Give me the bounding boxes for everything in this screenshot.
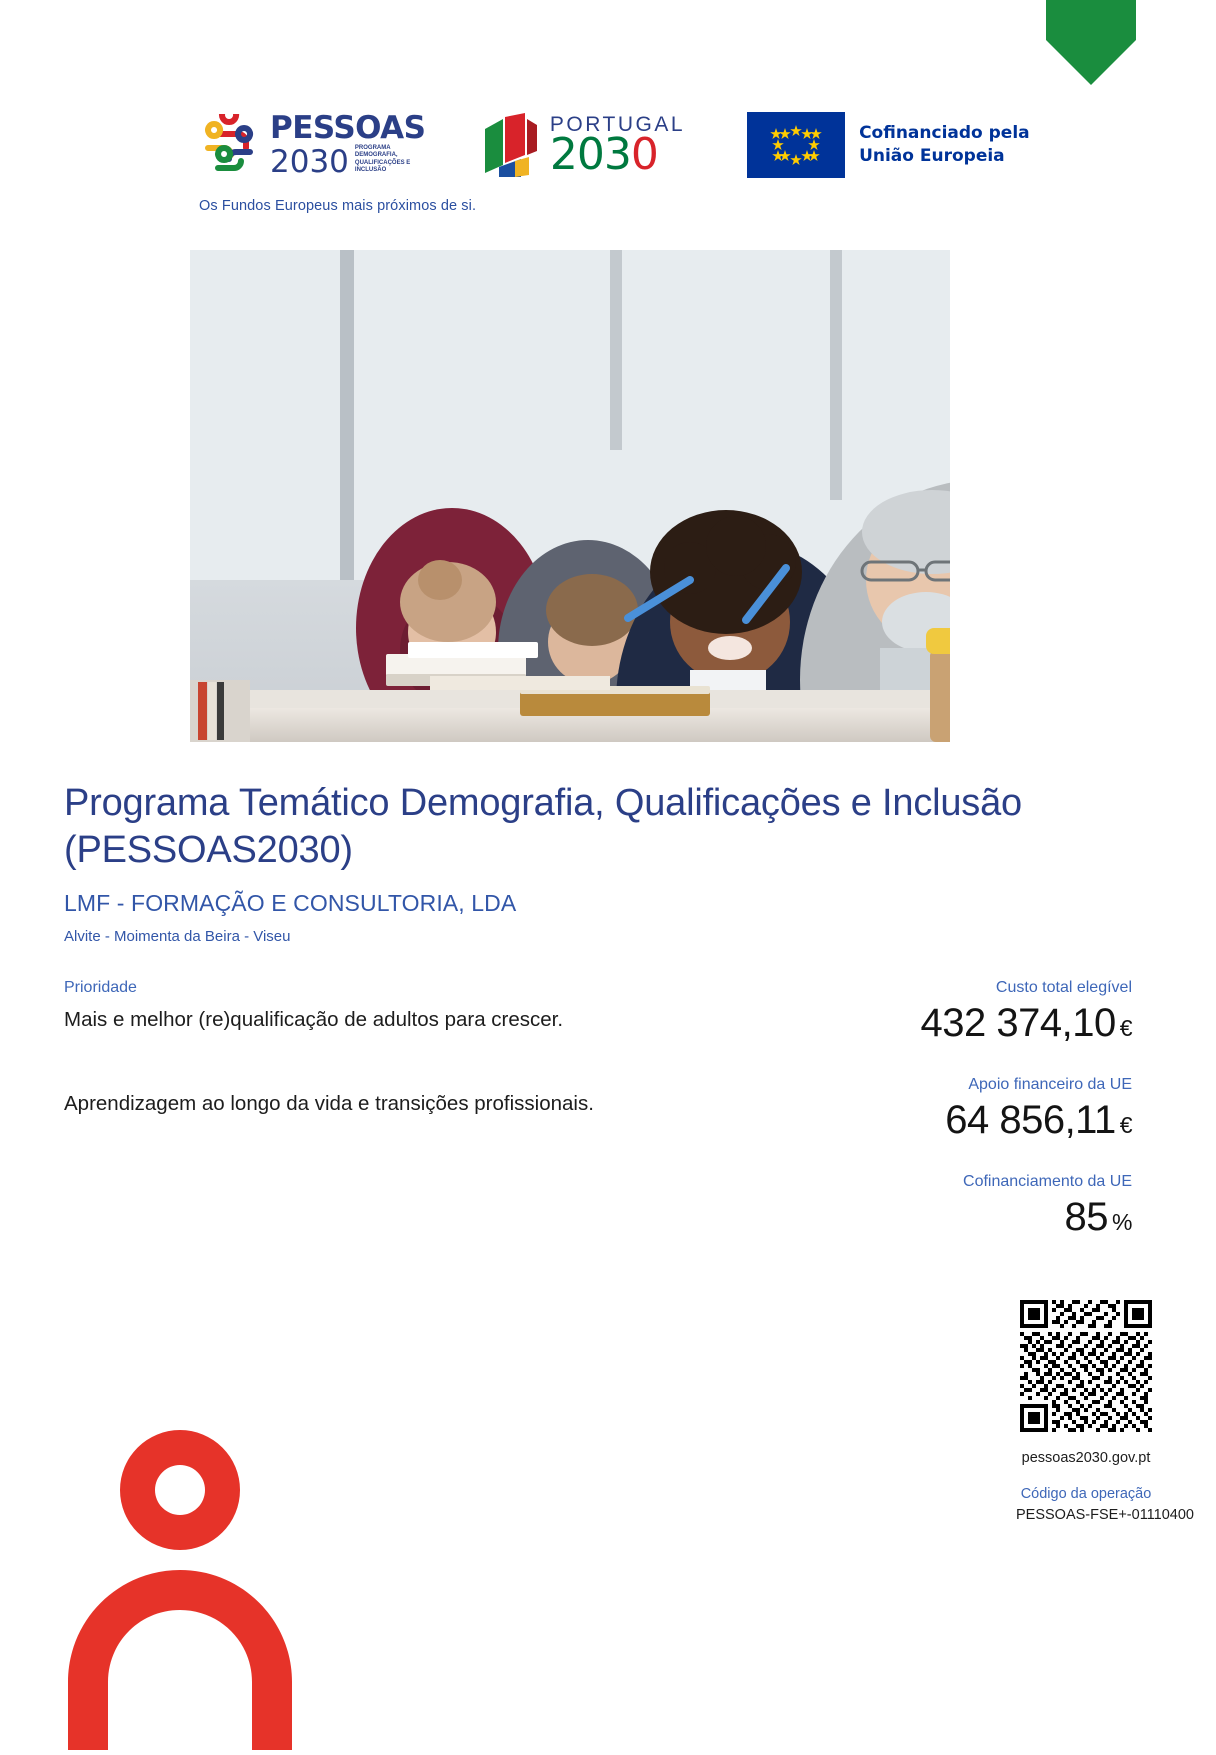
finance-label-total: Custo total elegível [995, 979, 1132, 997]
entity-name: LMF - FORMAÇÃO E CONSULTORIA, LDA [64, 890, 517, 917]
logo-bar [198, 105, 1048, 185]
portugal-year-green: 20 [549, 129, 604, 181]
finance-amount-eu-rate: 85 [1064, 1195, 1109, 1240]
finance-label-eu-support: Apoio financeiro da UE [968, 1076, 1132, 1094]
finance-value-total [724, 1001, 1132, 1046]
pessoas2030-logo [198, 110, 433, 180]
pessoas-people-mark-icon [198, 114, 260, 176]
tagline: Os Fundos Europeus mais próximos de si. [199, 198, 477, 214]
operation-code-label: Código da operação [1020, 1486, 1152, 1502]
portugal2030-logo [481, 107, 685, 183]
portugal-flag-mark-icon [481, 111, 543, 179]
finance-unit-total: € [1119, 1015, 1132, 1042]
priority-label: Prioridade [64, 979, 137, 997]
portugal-wordmark: PORTUGAL [549, 113, 686, 137]
qr-code-icon[interactable] [1020, 1300, 1152, 1432]
pessoas-subtitle: PROGRAMA DEMOGRAFIA, QUALIFICAÇÕES E INCLUSÃO [354, 144, 411, 173]
operation-code-value: PESSOAS-FSE+-01110400 [1016, 1507, 1194, 1523]
eu-text-line2: União Europeia [859, 146, 1005, 166]
classroom-photo [190, 250, 950, 742]
eu-flag-icon [747, 112, 845, 178]
priority-text: Mais e melhor (re)qualificação de adultos para crescer. [64, 1008, 564, 1032]
red-person-shape-icon [60, 1420, 380, 1750]
finance-label-eu-rate: Cofinanciamento da UE [963, 1173, 1132, 1191]
finance-amount-eu-support: 64 856,11 [945, 1098, 1116, 1143]
finance-value-eu-support [724, 1098, 1132, 1143]
pessoas-wordmark: PESSOAS [270, 109, 426, 146]
portugal-year [549, 129, 685, 181]
project-details [64, 780, 1154, 1270]
finance-item-eu-rate [724, 1173, 1132, 1240]
portugal-year-red: 0 [630, 129, 658, 181]
location-text: Alvite - Moimenta da Beira - Viseu [64, 928, 291, 946]
qr-section [1016, 1300, 1194, 1523]
eu-text-line1: Cofinanciado pela [859, 123, 1030, 144]
website-url[interactable]: pessoas2030.gov.pt [1021, 1450, 1151, 1466]
pessoas-year: 2030 [270, 144, 349, 181]
priority-column [64, 979, 724, 1270]
green-arrow-shape-icon [876, 0, 1136, 120]
eu-cofinancing-logo [747, 112, 1030, 178]
finance-unit-eu-support: € [1119, 1112, 1132, 1139]
portugal-year-mid: 3 [603, 129, 631, 181]
finance-amount-total: 432 374,10 [920, 1001, 1116, 1046]
finance-item-eu-support [724, 1076, 1132, 1143]
page-title: Programa Temático Demografia, Qualificações e Inclusão (PESSOAS2030) [64, 782, 1022, 872]
finance-item-total [724, 979, 1132, 1046]
finance-value-eu-rate [724, 1195, 1132, 1240]
finance-unit-eu-rate: % [1112, 1209, 1132, 1236]
finance-column [724, 979, 1154, 1270]
priority-text-secondary: Aprendizagem ao longo da vida e transições profissionais. [64, 1091, 594, 1115]
